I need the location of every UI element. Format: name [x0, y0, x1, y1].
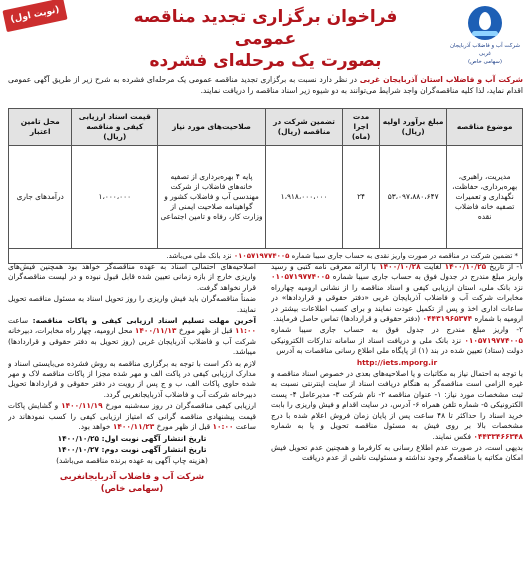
- header-doc-price: قیمت اسناد ارزیابی کیفی و مناقصه (ریال): [72, 109, 158, 146]
- left-column: [8, 262, 256, 572]
- account-number: ۰۱۰۵۷۱۹۷۷۴۰۰۵: [271, 272, 330, 282]
- footnote-account-number: ۰۱۰۵۷۱۹۷۷۴۰۰۵: [233, 252, 290, 260]
- section-2: ۲- واریز مبلغ مندرج در جدول فوق به حساب جاری سیبا شماره ۰۱۰۵۷۱۹۷۷۴۰۰۵ نزد بانک ملی و دریافت اسناد از سامانه تدارکات الکترونیکی دولت (ستاد) تعیین شده در بند (۱) از پایگاه ملی اطلاع رسانی مناقصات به آدرس: [271, 325, 523, 356]
- opening-time: ۱۰:۰۰: [212, 422, 234, 432]
- deadline-heading: آخرین مهلت تسلیم اسناد ارزیابی کیفی و پاکات مناقصه:: [32, 316, 256, 326]
- contact-phone: ۰۴۴۳۱۹۶۵۳۷۴: [422, 314, 473, 324]
- cell-estimate: ۵۳،۰۹۷،۸۸۰،۶۴۷: [380, 146, 447, 249]
- deadline-time: ۱۱:۰۰: [235, 326, 256, 336]
- left-paragraph-2: ضمناً مناقصه‌گران باید فیش واریزی را روز تحویل اسناد به مسئول مناقصه تحویل نمایند.: [8, 294, 256, 314]
- account-number-2: ۰۱۰۵۷۱۹۷۷۴۰۰۵: [464, 335, 523, 345]
- publish-date-2: تاریخ انتشار آگهی نوبت دوم: ۱۴۰۰/۱۰/۲۷: [57, 444, 207, 454]
- print-cost-note: (هزینه چاپ آگهی به عهده برنده مناقصه می‌باشد): [56, 456, 208, 466]
- cell-subject: مدیریت، راهبری، بهره‌برداری، حفاظت، نگهداری و تعمیرات تصفیه خانه فاضلاب نقده: [447, 146, 523, 249]
- round-badge: (نوبت اول): [2, 0, 67, 32]
- right-column: [271, 262, 523, 572]
- cell-guarantee: ۱،۹۱۸،۰۰۰،۰۰۰: [265, 146, 342, 249]
- header-funding: محل تامین اعتبار: [9, 109, 72, 146]
- cell-doc-price: ۱،۰۰۰،۰۰۰: [72, 146, 158, 249]
- sale-start-date: ۱۴۰۰/۱۰/۲۵: [444, 262, 487, 271]
- header-qualifications: صلاحیت‌های مورد نیاز: [158, 109, 266, 146]
- sale-end-date: ۱۴۰۰/۱۰/۲۸: [379, 262, 421, 271]
- table-row: [9, 146, 523, 249]
- fax-number: ۰۴۴۳۳۴۶۶۳۴۸: [473, 431, 523, 441]
- deadline-paragraph: آخرین مهلت تسلیم اسناد ارزیابی کیفی و پاکات مناقصه: ساعت ۱۱:۰۰ قبل از ظهر مورخ ۱۴۰۰/۱۱/۱۳ محل ارومیه، چهار راه مخابرات، دبیرخانه شرکت آب و فاضلاب آذربایجان غربی (روز تحویل به دفتر حقوقی و قراردادها) میباشد.: [8, 316, 256, 357]
- footnote-text-end: نزد بانک ملی می‌باشد.: [166, 252, 234, 260]
- section-4: بدیهی است، در صورت عدم اطلاع رسانی به کارفرما و همچنین عدم تحویل فیش امکان مکاتبه با مناقصه‌گر وجود نداشته و مسئولیت ناشی از عدم دریافت: [271, 442, 523, 463]
- company-logo: [445, 6, 525, 66]
- evaluation-paragraph: ارزیابی کیفی مناقصه‌گران در روز سه‌شنبه مورخ ۱۴۰۰/۱۱/۱۹ و گشایش پاکات قیمت پیشنهادی مناقصه گرانی که امتیاز ارزیابی کیفی را کسب نمودهاند در ساعت ۱۰:۰۰ قبل از ظهر مورخ ۱۴۰۰/۱۱/۲۳ خواهد بود.: [8, 401, 256, 432]
- tender-portal-link[interactable]: http://iets.mporg.ir: [356, 357, 438, 367]
- evaluation-date: ۱۴۰۰/۱۱/۱۹: [61, 401, 103, 411]
- logo-company-name: شرکت آب و فاضلاب آذربایجان غربی (سهامی خاص): [449, 43, 521, 65]
- section-1: ۱- از تاریخ ۱۴۰۰/۱۰/۲۵ لغایت ۱۴۰۰/۱۰/۲۸ با ارائه معرفی نامه کتبی و رسید واریز مبلغ مندرج در جدول فوق به حساب جاری سیبا شماره ۰۱۰۵۷۱۹۷۷۴۰۰۵ نزد بانک ملی، استان ارزیابی کیفی و اسناد مناقصه را از نشانی ارومیه چهارراه مخابرات شرکت آب و فاضلاب آذربایجان غربی «دفتر حقوقی و قراردادها» در ساعات اداری اخذ و پس از تکمیل عودت نمایند و برای کسب اطلاعات بیشتر در ارومیه با شماره ۰۴۴۳۱۹۶۵۳۷۴ (دفتر حقوقی و قراردادها) تماس حاصل فرمایند.: [271, 262, 523, 324]
- section-3: با توجه به احتمال نیاز به مکاتبات و یا اصلاحیه‌های بعدی در خصوص اسناد مناقصه و غیره الزامی است مناقصه‌گر به هنگام دریافت اسناد از سایت اینترنتی نسبت به ثبت مشخصات مورد نیاز: ۱- عنوان مناقصه ۲- نام شرکت ۳- مدیرعامل ۴- پست الکترونیکی ۵- شماره تلفن همراه ۶- آدرس، در سایت اقدام و فیش واریزی را بابت خرید اسناد را حداکثر تا ۴۸ ساعت پس از پایان زمان فروش اعلام شده با درج مشخصات بالا بر روی فیش به مسئول مناقصه تحویل و یا به شماره ۰۴۴۳۳۴۶۶۳۴۸ فکس نمایند.: [271, 369, 523, 441]
- header-duration: مدت اجرا (ماه): [343, 109, 380, 146]
- title-line-2: بصورت یک مرحله‌ای فشرده: [149, 51, 382, 71]
- deadline-date: ۱۴۰۰/۱۱/۱۳: [134, 326, 177, 336]
- intro-lead: شرکت آب و فاضلاب استان آذربایجان غربی: [359, 75, 523, 84]
- signature-line-2: (سهامی خاص): [100, 483, 164, 494]
- intro-paragraph: [8, 74, 523, 96]
- left-paragraph-4: لازم به ذکر است با توجه به برگزاری مناقصه به روش فشرده می‌بایستی اسناد و مدارک ارزیابی کیفی در پاکت الف و مهر شده مجزا از پاکات مناقصه لاک و مهر شده حاوی پاکات الف، ب و ج پس از رویت در دفتر حقوقی و قراردادها تحویل دبیرخانه شرکت آب و فاضلاب آذربایجانغربی گردد.: [8, 358, 256, 399]
- footnote-text: * تضمین شرکت در مناقصه در صورت واریز نقدی به حساب جاری سیبا شماره: [289, 252, 518, 260]
- tender-table: [8, 108, 523, 264]
- opening-date: ۱۴۰۰/۱۱/۲۳: [112, 422, 155, 432]
- water-drop-logo-icon: [468, 6, 502, 40]
- publish-date-1: تاریخ انتشار آگهی نوبت اول: ۱۴۰۰/۱۰/۲۵: [57, 433, 207, 443]
- header-guarantee: تضمین شرکت در مناقصه (ریال): [265, 109, 342, 146]
- cell-duration: ۲۴: [343, 146, 380, 249]
- title-line-1: فراخوان برگزاری تجدید مناقصه عمومی: [133, 7, 398, 49]
- left-paragraph-1: اصلاحیه‌های احتمالی اسناد به عهده مناقصه‌گر خواهد بود همچنین فیش‌های واریزی خارج از بازه زمانی تعیین شده قابل قبول نبوده و در لیست مناقصه‌گران قرار نخواهد گرفت.: [8, 262, 256, 292]
- table-header-row: [9, 109, 523, 146]
- signature-block: [8, 471, 256, 495]
- cell-qualifications: پایه ۴ بهره‌برداری از تصفیه خانه‌های فاضلاب از شرکت مهندسی آب و فاضلاب کشور و گواهینامه صلاحیت ایمنی از وزارت کار، رفاه و تامین اجتماعی: [158, 146, 266, 249]
- header-subject: موضوع مناقصه: [447, 109, 523, 146]
- signature-line-1: شرکت آب و فاضلاب آذربایجانغربی: [59, 471, 205, 482]
- intro-text: در نظر دارد نسبت به برگزاری تجدید مناقصه عمومی یک مرحله‌ای فشرده به شرح زیر از طریق آگهی عمومی اقدام نماید، لذا کلیه مناقصه‌گران واجد شرایط می‌توانند به دو شیوه زیر اسناد مناقصه را دریافت نمایند.: [8, 75, 523, 95]
- header-estimate: مبلغ برآورد اولیه (ریال): [380, 109, 447, 146]
- notice-title: [100, 6, 431, 72]
- url-line: [271, 358, 523, 368]
- cell-funding: درآمدهای جاری: [9, 146, 72, 249]
